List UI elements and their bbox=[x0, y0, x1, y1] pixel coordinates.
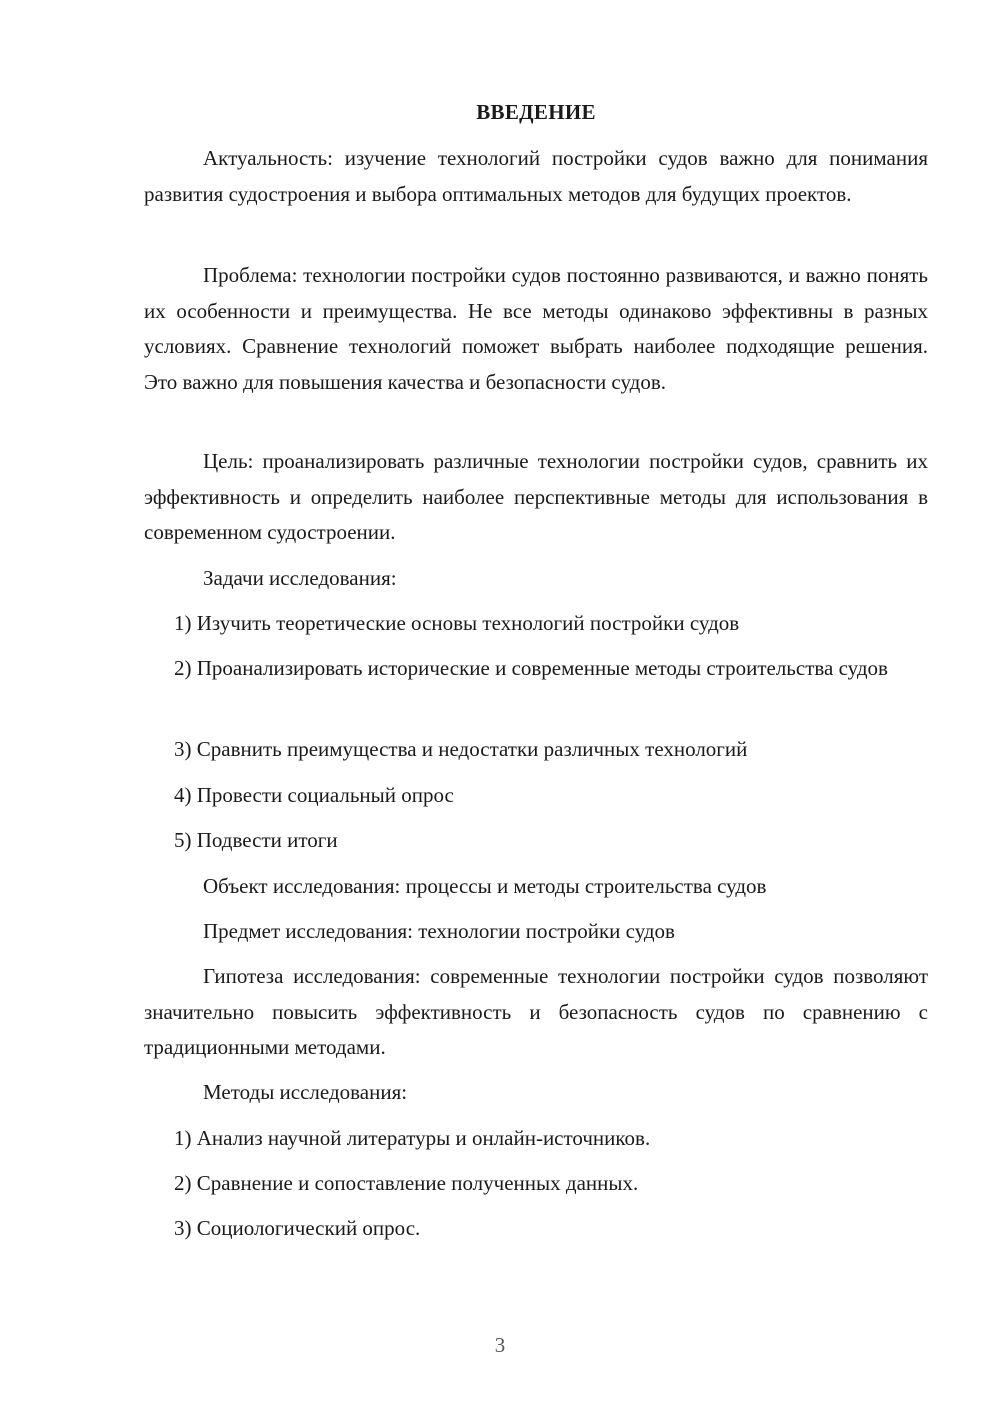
method-item: 1) Анализ научной литературы и онлайн-источников. bbox=[174, 1126, 651, 1150]
hypothesis-paragraph: Гипотеза исследования: современные технологии постройки судов позволяют значительно повысить эффективность и безопасность судов по сравнению с традиционными методами. bbox=[144, 964, 928, 1059]
method-item: 3) Социологический опрос. bbox=[174, 1216, 421, 1240]
tasks-title: Задачи исследования: bbox=[203, 566, 397, 590]
goal-paragraph: Цель: проанализировать различные технологии постройки судов, сравнить их эффективность и определить наиболее перспективные методы для использования в современном судостроении. bbox=[144, 449, 928, 544]
task-item: 3) Сравнить преимущества и недостатки различных технологий bbox=[174, 737, 748, 761]
task-item: 1) Изучить теоретические основы технологий постройки судов bbox=[174, 611, 740, 635]
page-heading: ВВЕДЕНИЕ bbox=[476, 100, 596, 124]
task-item: 4) Провести социальный опрос bbox=[174, 783, 454, 807]
relevance-paragraph: Актуальность: изучение технологий постройки судов важно для понимания развития судостроения и выбора оптимальных методов для будущих проектов. bbox=[144, 146, 928, 206]
document-page bbox=[144, 0, 928, 1414]
method-item: 2) Сравнение и сопоставление полученных данных. bbox=[174, 1171, 639, 1195]
task-item: 2) Проанализировать исторические и современные методы строительства судов bbox=[174, 656, 888, 680]
methods-title: Методы исследования: bbox=[203, 1080, 408, 1104]
object-paragraph: Объект исследования: процессы и методы строительства судов bbox=[203, 874, 767, 898]
task-item: 5) Подвести итоги bbox=[174, 828, 338, 852]
problem-paragraph: Проблема: технологии постройки судов постоянно развиваются, и важно понять их особенности и преимущества. Не все методы одинаково эффективны в разных условиях. Сравнение технологий поможет выбрать наиболее подходящие решения. Это важно для повышения качества и безопасности судов. bbox=[144, 263, 928, 394]
subject-paragraph: Предмет исследования: технологии постройки судов bbox=[203, 919, 675, 943]
page-number: 3 bbox=[494, 1333, 506, 1357]
